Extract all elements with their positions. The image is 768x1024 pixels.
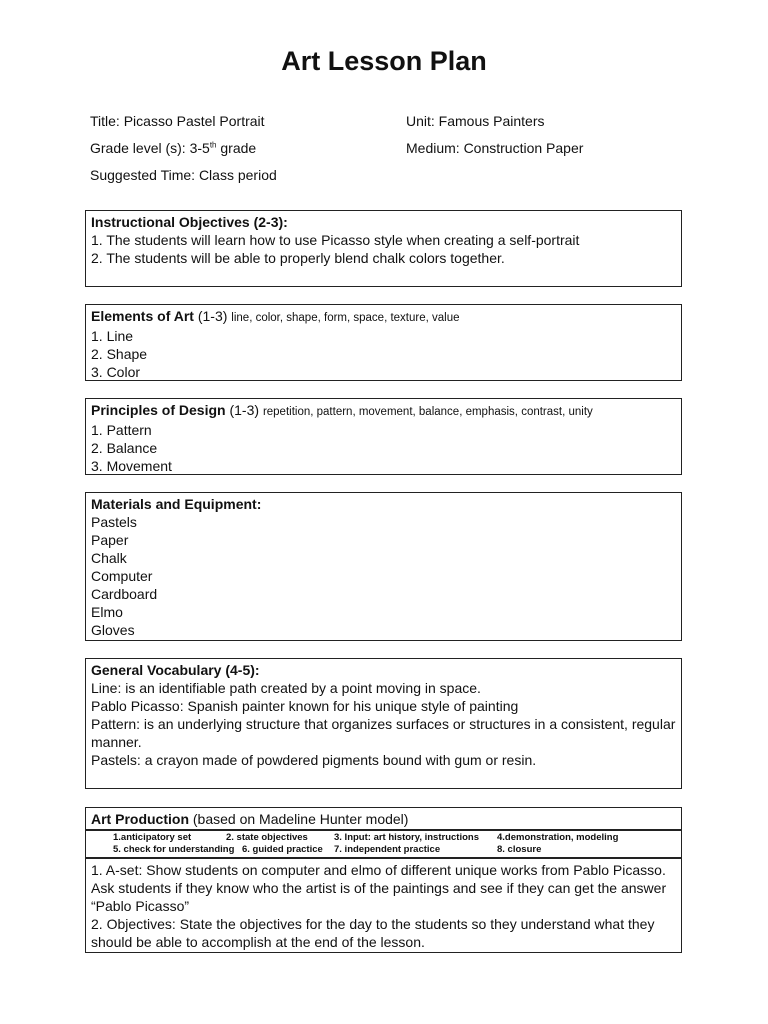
material-item: Cardboard [91,586,158,602]
elements-header [91,307,676,327]
step-label: 3. Input: art history, instructions [334,832,479,843]
unit: Unit: Famous Painters [406,113,545,129]
material-item: Elmo [91,604,123,620]
objective-item: 1. The students will learn how to use Picasso style when creating a self-portrait [91,232,580,248]
material-item: Chalk [91,550,127,566]
objective-item: 2. The students will be able to properly blend chalk colors together. [91,250,505,266]
step-label: 7. independent practice [334,844,441,855]
production-header [91,810,676,828]
principles-hint: repetition, pattern, movement, balance, emphasis, contrast, unity [262,406,593,418]
vocabulary-heading: General Vocabulary (4-5): [91,662,260,678]
medium: Medium: Construction Paper [406,140,584,156]
principles-range: (1-3) [225,402,263,418]
production-header-box [85,807,682,830]
steps-row [91,844,676,856]
elements-box [85,304,682,381]
element-item: 3. Color [91,364,141,380]
steps-row [91,832,676,844]
page-title: Art Lesson Plan [281,46,487,76]
objectives-heading: Instructional Objectives (2-3): [91,214,288,230]
materials-heading: Materials and Equipment: [91,496,262,512]
vocabulary-item: Pablo Picasso: Spanish painter known for his unique style of painting [91,698,519,714]
principles-heading: Principles of Design [91,402,226,418]
production-subheading: (based on Madeline Hunter model) [189,811,409,827]
principles-box [85,398,682,475]
step-label: 4.demonstration, modeling [497,832,619,843]
vocabulary-item: Pastels: a crayon made of powdered pigments bound with gum or resin. [91,752,537,768]
elements-heading: Elements of Art [91,308,194,324]
element-item: 1. Line [91,328,134,344]
grade-level-prefix: Grade level (s): 3-5 [90,140,210,156]
lesson-title: Title: Picasso Pastel Portrait [90,113,265,129]
grade-level [90,140,256,157]
principle-item: 1. Pattern [91,422,152,438]
production-step-text: 2. Objectives: State the objectives for the day to the students so they understand what they should be able to accomplish at the end of the lesson. [91,916,655,950]
production-heading: Art Production [91,811,189,827]
principle-item: 2. Balance [91,440,158,456]
elements-hint: line, color, shape, form, space, texture, value [231,312,460,324]
step-label: 2. state objectives [226,832,308,843]
element-item: 2. Shape [91,346,148,362]
material-item: Pastels [91,514,137,530]
material-item: Paper [91,532,129,548]
elements-range: (1-3) [193,308,232,324]
materials-box [85,492,682,641]
vocabulary-item: Line: is an identifiable path created by a point moving in space. [91,680,481,696]
step-label: 6. guided practice [242,844,323,855]
production-body-box [85,858,682,953]
production-step-text: 1. A-set: Show students on computer and elmo of different unique works from Pablo Picasso. Ask students if they know who the artist is of the paintings and see if they can get the answer “Pablo Picasso” [91,862,667,914]
principle-item: 3. Movement [91,458,172,474]
production-steps-box [85,830,682,858]
principles-header [91,401,676,421]
material-item: Computer [91,568,153,584]
grade-level-sup: th [209,140,217,150]
step-label: 5. check for understanding [113,844,235,855]
vocabulary-item: Pattern: is an underlying structure that organizes surfaces or structures in a consistent, regular manner. [91,716,676,750]
material-item: Gloves [91,622,135,638]
suggested-time: Suggested Time: Class period [90,167,277,183]
objectives-box [85,210,682,287]
vocabulary-box [85,658,682,789]
grade-level-suffix: grade [216,140,257,156]
step-label: 8. closure [497,844,542,855]
step-label: 1.anticipatory set [113,832,192,843]
